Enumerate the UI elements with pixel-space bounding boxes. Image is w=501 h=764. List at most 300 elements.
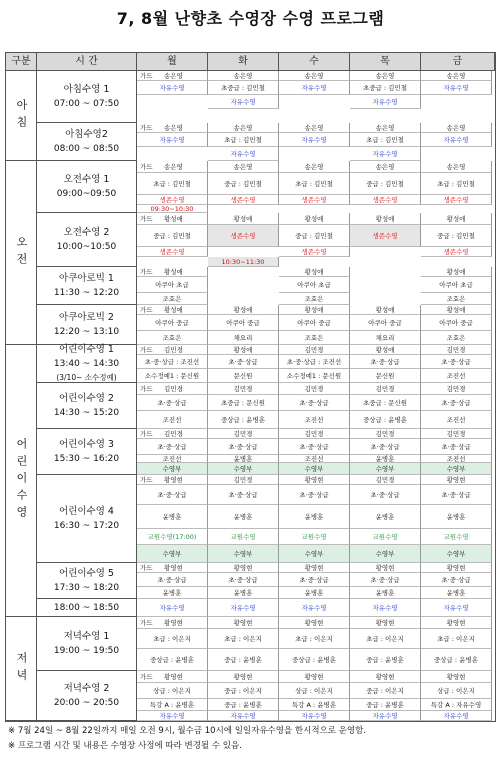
schedule-cell — [208, 711, 279, 721]
schedule-cell — [208, 505, 279, 529]
schedule-cell — [421, 173, 492, 195]
schedule-cell — [208, 485, 279, 505]
schedule-cell — [279, 225, 350, 247]
cell-text: 자유수영 — [443, 711, 469, 720]
schedule-cell — [279, 485, 350, 505]
cell-text: 송은영 — [233, 71, 253, 80]
guard-label: 가드 — [140, 267, 153, 276]
schedule-cell — [137, 683, 208, 699]
cell-text: 김민경 — [375, 475, 395, 484]
cell-text: 수영부 — [446, 464, 466, 473]
schedule-cell — [208, 683, 279, 699]
schedule-cell — [137, 599, 208, 617]
schedule-cell — [208, 173, 279, 195]
cell-text: 초급 : 이은지 — [224, 634, 262, 643]
program-name: 어린이수영 4 — [59, 505, 114, 517]
cell-text: 수영부 — [375, 464, 395, 473]
schedule-cell — [421, 369, 492, 383]
schedule-cell — [279, 71, 350, 81]
cell-text: 교원수영 — [301, 532, 327, 541]
program-name: 오전수영 2 — [63, 226, 110, 238]
cell-text: 김민경 — [375, 384, 395, 393]
schedule-cell — [137, 395, 208, 411]
cell-text: 교원수영 — [372, 532, 398, 541]
schedule-cell — [279, 529, 350, 545]
cell-text: 황영현 — [446, 563, 466, 572]
cell-text: 수영부 — [304, 549, 324, 558]
schedule-cell — [350, 225, 421, 247]
program-hours: 17:30 ~ 18:20 — [53, 582, 120, 593]
program-note: (3/10~ 소수정예) — [56, 372, 117, 382]
schedule-cell — [350, 505, 421, 529]
schedule-cell — [421, 345, 492, 355]
cell-text: 자유수영 — [159, 135, 185, 144]
schedule-cell — [208, 331, 279, 345]
cell-text: 자유수영 — [230, 97, 256, 106]
cell-text: 중급 : 이은지 — [366, 686, 404, 695]
schedule-cell — [208, 395, 279, 411]
schedule-cell — [350, 411, 421, 429]
schedule-cell — [421, 671, 492, 683]
cell-text: 중상급 : 윤병훈 — [221, 415, 265, 424]
schedule-cell — [421, 315, 492, 331]
schedule-cell — [279, 563, 350, 573]
cell-text: 교원수영 — [230, 532, 256, 541]
schedule-cell — [350, 147, 421, 161]
schedule-cell — [137, 123, 208, 133]
schedule-cell — [421, 485, 492, 505]
cell-text: 초·중·상급 — [157, 442, 187, 451]
program-hours: 07:00 ~ 07:50 — [53, 98, 120, 109]
schedule-cell — [350, 369, 421, 383]
schedule-cell — [137, 213, 208, 225]
cell-text: 황성애 — [233, 345, 253, 354]
cell-text: 중급 : 이은지 — [224, 686, 262, 695]
cell-text: 중급 : 윤병훈 — [366, 700, 404, 709]
cell-text: 중급 : 김민철 — [153, 231, 191, 240]
schedule-cell — [350, 81, 421, 95]
program-name: 아침수영2 — [65, 128, 108, 140]
cell-text: 윤병훈 — [162, 588, 182, 597]
cell-text: 황영현 — [304, 618, 324, 627]
program-hours: 14:30 ~ 15:20 — [53, 407, 120, 418]
schedule-cell — [208, 225, 279, 247]
cell-text: 생존수영 — [230, 195, 256, 204]
cell-text: 송은영 — [446, 71, 466, 80]
schedule-cell — [137, 439, 208, 455]
cell-text: 초·중·상급 — [441, 575, 471, 584]
cell-text: 생존수영 — [230, 231, 256, 240]
schedule-cell — [350, 173, 421, 195]
schedule-cell — [137, 267, 208, 277]
schedule-cell — [279, 587, 350, 599]
schedule-cell — [421, 293, 492, 305]
schedule-cell — [208, 383, 279, 395]
schedule-cell — [208, 195, 279, 205]
schedule-cell — [208, 257, 279, 267]
program-time — [37, 617, 137, 671]
guard-name: 황영현 — [164, 563, 183, 572]
schedule-cell — [421, 711, 492, 721]
cell-text: 자유수영 — [301, 83, 327, 92]
schedule-cell — [137, 355, 208, 369]
schedule-cell — [350, 305, 421, 315]
schedule-cell — [208, 587, 279, 599]
cell-text: 생존수영 — [372, 231, 398, 240]
cell-text: 중상급 : 윤병훈 — [292, 655, 336, 664]
cell-text: 소수정예1 : 문신원 — [144, 371, 200, 380]
cell-text: 자유수영 — [372, 603, 398, 612]
cell-text: 송은영 — [375, 71, 395, 80]
schedule-cell — [421, 545, 492, 563]
program-time — [37, 123, 137, 161]
schedule-cell — [208, 161, 279, 173]
schedule-cell — [421, 505, 492, 529]
schedule-cell — [208, 599, 279, 617]
schedule-cell — [350, 617, 421, 629]
cell-text: 초중급 : 문신원 — [363, 398, 407, 407]
schedule-cell — [137, 587, 208, 599]
cell-text: 황성애 — [233, 305, 253, 314]
cell-text: 황영현 — [233, 563, 253, 572]
cell-text: 수영부 — [162, 549, 182, 558]
schedule-cell — [421, 587, 492, 599]
schedule-cell — [279, 247, 350, 257]
cell-text: 중급 : 윤병훈 — [224, 655, 262, 664]
schedule-cell — [137, 505, 208, 529]
schedule-cell — [137, 383, 208, 395]
guard-name: 황영현 — [164, 672, 183, 681]
schedule-cell — [208, 671, 279, 683]
schedule-cell — [208, 81, 279, 95]
schedule-cell — [137, 463, 208, 475]
schedule-cell — [350, 395, 421, 411]
schedule-cell — [421, 277, 492, 293]
schedule-cell — [137, 617, 208, 629]
schedule-cell — [350, 545, 421, 563]
cell-text: 송은영 — [304, 71, 324, 80]
schedule-cell — [350, 573, 421, 587]
schedule-table — [5, 52, 496, 722]
schedule-cell — [208, 411, 279, 429]
schedule-cell — [279, 395, 350, 411]
schedule-cell — [421, 305, 492, 315]
cell-text: 김민경 — [446, 429, 466, 438]
cell-text: 초·중·상급 — [157, 575, 187, 584]
guard-label: 가드 — [140, 384, 153, 393]
guard-label: 가드 — [140, 475, 153, 484]
cell-text: 조진선 — [304, 455, 324, 463]
header-2: 월 — [137, 53, 208, 71]
cell-text: 수영부 — [375, 549, 395, 558]
schedule-cell — [208, 95, 279, 109]
schedule-cell — [279, 411, 350, 429]
cell-text: 자유수영 — [230, 149, 256, 158]
schedule-cell — [137, 71, 208, 81]
schedule-cell — [137, 429, 208, 439]
program-name: 어린이수영 1 — [59, 343, 114, 355]
program-hours: 11:30 ~ 12:20 — [53, 287, 120, 298]
cell-text: 황영현 — [446, 672, 466, 681]
cell-text: 윤병훈 — [375, 455, 395, 463]
period-text: 오전 — [15, 235, 28, 270]
schedule-cell — [279, 617, 350, 629]
cell-text: 조진선 — [446, 455, 466, 463]
cell-text: 초중급 : 문신원 — [221, 398, 265, 407]
schedule-cell — [421, 629, 492, 649]
cell-text: 조효은 — [162, 333, 182, 342]
program-hours: 19:00 ~ 19:50 — [53, 645, 120, 656]
schedule-cell — [350, 429, 421, 439]
program-hours: 09:00~09:50 — [56, 188, 117, 199]
schedule-cell — [279, 629, 350, 649]
cell-text: 김민경 — [233, 429, 253, 438]
schedule-cell — [137, 411, 208, 429]
schedule-cell — [137, 225, 208, 247]
program-hours: 12:20 ~ 13:10 — [53, 326, 120, 337]
schedule-cell — [421, 439, 492, 455]
guard-label: 가드 — [140, 214, 153, 223]
page-title: 7, 8월 난향초 수영장 수영 프로그램 — [116, 9, 385, 28]
cell-text: 초·중·상급 — [299, 442, 329, 451]
cell-text: 황영현 — [375, 563, 395, 572]
schedule-cell — [421, 81, 492, 95]
program-time — [37, 161, 137, 213]
schedule-cell — [350, 683, 421, 699]
program-time — [37, 475, 137, 563]
cell-text: 중급 : 윤병훈 — [224, 700, 262, 709]
cell-text: 초급 : 이은지 — [153, 634, 191, 643]
cell-text: 자유수영 — [301, 603, 327, 612]
program-name: 오전수영 1 — [63, 173, 110, 185]
cell-text: 초급 : 김민철 — [295, 179, 333, 188]
schedule-cell — [137, 345, 208, 355]
schedule-cell — [279, 463, 350, 475]
guard-label: 가드 — [140, 429, 153, 438]
schedule-cell — [279, 711, 350, 721]
schedule-cell — [279, 173, 350, 195]
cell-text: 자유수영 — [443, 135, 469, 144]
guard-name: 김민경 — [164, 384, 183, 393]
schedule-cell — [208, 699, 279, 711]
cell-text: 상급 : 이은지 — [437, 686, 475, 695]
note-line: ※ 7월 24일 ~ 8월 22일까지 매일 오전 9시, 월수금 10시에 일일자유수영을 한시적으로 운영함. — [8, 726, 366, 736]
cell-text: 자유수영 — [159, 83, 185, 92]
cell-text: 초급 : 이은지 — [437, 634, 475, 643]
cell-text: 생존수영 — [443, 195, 469, 204]
schedule-cell — [137, 475, 208, 485]
cell-text: 황영현 — [446, 618, 466, 627]
guard-name: 황영현 — [164, 475, 183, 484]
cell-text: 황성애 — [446, 214, 466, 223]
schedule-cell — [421, 123, 492, 133]
program-hours: 15:30 ~ 16:20 — [53, 453, 120, 464]
guard-name: 황성애 — [164, 214, 183, 223]
cell-text: 중급 : 김민철 — [366, 179, 404, 188]
program-name: 아침수영 1 — [63, 83, 110, 95]
schedule-cell — [421, 617, 492, 629]
program-name: 어린이수영 2 — [59, 392, 114, 404]
schedule-cell — [421, 573, 492, 587]
cell-text: 초중급 : 김민철 — [363, 83, 407, 92]
cell-text: 중급 : 김민철 — [437, 231, 475, 240]
cell-text: 황영현 — [304, 563, 324, 572]
cell-text: 자유수영 — [372, 97, 398, 106]
cell-text: 초·중·상급 — [228, 490, 258, 499]
cell-text: 황성애 — [304, 305, 324, 314]
cell-text: 황영현 — [304, 672, 324, 681]
schedule-cell — [350, 133, 421, 147]
schedule-cell — [279, 277, 350, 293]
guard-name: 김민경 — [164, 345, 183, 354]
cell-text: 중상급 : 윤병훈 — [150, 655, 194, 664]
schedule-cell — [208, 133, 279, 147]
schedule-cell — [279, 213, 350, 225]
cell-text: 김민경 — [446, 345, 466, 354]
cell-text: 김민경 — [446, 384, 466, 393]
program-name: 저녁수영 1 — [63, 630, 110, 642]
schedule-cell — [137, 133, 208, 147]
cell-text: 중상급 : 윤병훈 — [363, 415, 407, 424]
schedule-cell — [421, 699, 492, 711]
schedule-cell — [208, 649, 279, 671]
schedule-cell — [279, 133, 350, 147]
schedule-cell — [137, 529, 208, 545]
cell-text: 자유수영 — [301, 135, 327, 144]
schedule-cell — [137, 711, 208, 721]
schedule-cell — [279, 123, 350, 133]
cell-text: 중급 : 김민철 — [295, 231, 333, 240]
schedule-cell — [137, 205, 208, 213]
cell-text: 초중급 : 김민철 — [221, 83, 265, 92]
cell-text: 수영부 — [233, 549, 253, 558]
guard-label: 가드 — [140, 162, 153, 171]
cell-text: 황성애 — [375, 214, 395, 223]
cell-text: 수영부 — [446, 549, 466, 558]
schedule-cell — [137, 161, 208, 173]
cell-text: 황영현 — [304, 475, 324, 484]
schedule-cell — [137, 369, 208, 383]
schedule-cell — [208, 455, 279, 463]
cell-text: 상급 : 이은지 — [295, 686, 333, 695]
schedule-cell — [279, 81, 350, 95]
schedule-cell — [137, 247, 208, 257]
cell-text: 윤병훈 — [375, 512, 395, 521]
cell-text: 초·중·상급 — [441, 398, 471, 407]
program-hours: 20:00 ~ 20:50 — [53, 697, 120, 708]
schedule-cell — [279, 671, 350, 683]
cell-text: 채요리 — [375, 333, 395, 342]
schedule-cell — [279, 439, 350, 455]
guard-label: 가드 — [140, 123, 153, 132]
schedule-cell — [137, 315, 208, 331]
schedule-cell — [421, 267, 492, 277]
schedule-cell — [137, 331, 208, 345]
cell-text: 송은영 — [304, 123, 324, 132]
schedule-cell — [350, 439, 421, 455]
schedule-cell — [421, 683, 492, 699]
cell-text: 김민경 — [233, 475, 253, 484]
cell-text: 조효은 — [446, 333, 466, 342]
schedule-cell — [350, 345, 421, 355]
cell-text: 자유수영 — [230, 603, 256, 612]
cell-text: 자유수영 — [301, 711, 327, 720]
cell-text: 조진선 — [162, 455, 182, 463]
program-time — [37, 213, 137, 267]
schedule-cell — [421, 649, 492, 671]
schedule-cell — [421, 411, 492, 429]
schedule-cell — [208, 617, 279, 629]
schedule-cell — [279, 267, 350, 277]
schedule-cell — [137, 671, 208, 683]
schedule-cell — [350, 123, 421, 133]
guard-name: 송은영 — [164, 123, 183, 132]
schedule-cell — [350, 529, 421, 545]
cell-text: 황성애 — [375, 345, 395, 354]
cell-text: 수영부 — [304, 464, 324, 473]
schedule-cell — [279, 475, 350, 485]
schedule-cell — [137, 563, 208, 573]
schedule-cell — [350, 587, 421, 599]
schedule-cell — [421, 529, 492, 545]
cell-text: 초·중·상급 — [228, 575, 258, 584]
schedule-cell — [279, 545, 350, 563]
cell-text: 황영현 — [375, 618, 395, 627]
schedule-cell — [279, 649, 350, 671]
program-time — [37, 305, 137, 345]
cell-text: 조효은 — [304, 294, 324, 303]
program-time — [37, 429, 137, 475]
schedule-cell — [350, 671, 421, 683]
cell-text: 중급 : 윤병훈 — [366, 655, 404, 664]
guard-label: 가드 — [140, 345, 153, 354]
schedule-cell — [421, 429, 492, 439]
cell-text: 생존수영 — [443, 247, 469, 256]
schedule-cell — [350, 355, 421, 369]
schedule-cell — [421, 455, 492, 463]
cell-text: 초급 : 김민철 — [437, 179, 475, 188]
schedule-cell — [350, 95, 421, 109]
schedule-cell — [137, 455, 208, 463]
cell-text: 황성애 — [233, 214, 253, 223]
period-label — [6, 161, 37, 345]
cell-text: 윤병훈 — [233, 455, 253, 463]
cell-text: 윤병훈 — [233, 588, 253, 597]
period-text: 아침 — [15, 98, 28, 133]
schedule-cell — [279, 345, 350, 355]
cell-text: 황성애 — [304, 214, 324, 223]
cell-text: 황영현 — [233, 672, 253, 681]
guard-label: 가드 — [140, 618, 153, 627]
schedule-cell — [208, 529, 279, 545]
schedule-cell — [279, 293, 350, 305]
schedule-cell — [350, 213, 421, 225]
cell-text: 초급 : 김민철 — [224, 135, 262, 144]
cell-text: 중상급 : 윤병훈 — [434, 655, 478, 664]
cell-text: 김민경 — [233, 384, 253, 393]
schedule-cell — [350, 563, 421, 573]
schedule-cell — [279, 161, 350, 173]
schedule-cell — [208, 629, 279, 649]
schedule-cell — [279, 355, 350, 369]
schedule-cell — [208, 305, 279, 315]
schedule-cell — [350, 711, 421, 721]
cell-text: 09:30~10:30 — [150, 205, 194, 213]
schedule-cell — [421, 161, 492, 173]
schedule-cell — [137, 573, 208, 587]
schedule-cell — [137, 305, 208, 315]
program-hours: 13:40 ~ 14:30 — [53, 358, 120, 369]
